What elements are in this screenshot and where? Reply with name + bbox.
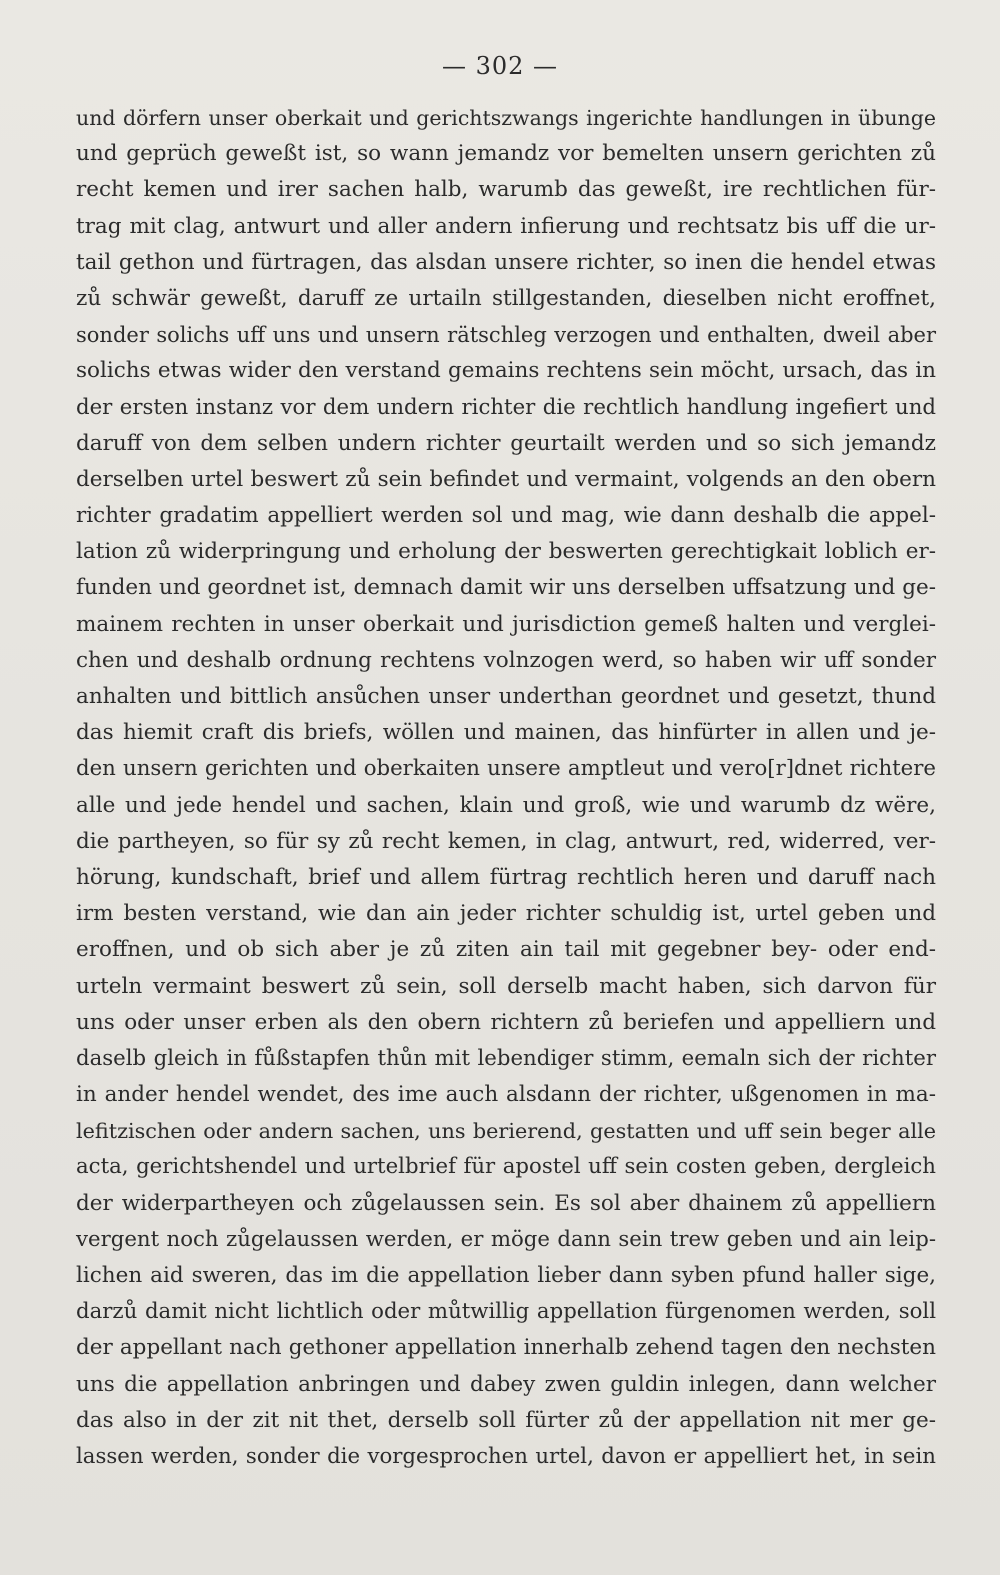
- text-line: daselb gleich in fůßstapfen thůn mit lebendiger stimm, eemaln sich der richter: [76, 1045, 936, 1071]
- text-line: zů schwär geweßt, daruff ze urtailn stillgestanden, dieselben nicht eroffnet,: [76, 285, 936, 311]
- text-line: lefitzischen oder andern sachen, uns berierend, gestatten und uff sein beger alle: [76, 1119, 936, 1144]
- text-line: lation zů widerpringung und erholung der beswerten gerechtigkait loblich er-: [76, 539, 936, 565]
- text-line: hörung, kundschaft, brief und allem fürtrag rechtlich heren und daruff nach: [76, 864, 936, 890]
- text-line: funden und geordnet ist, demnach damit wir uns derselben uffsatzung und ge-: [76, 575, 936, 601]
- text-line: irm besten verstand, wie dan ain jeder richter schuldig ist, urtel geben und: [76, 901, 936, 927]
- text-line: lassen werden, sonder die vorgesprochen urtel, davon er appelliert het, in sein: [76, 1443, 936, 1469]
- text-line: daruff von dem selben undern richter geurtailt werden und so sich jemandz: [76, 430, 936, 456]
- text-line: chen und deshalb ordnung rechtens volnzogen werd, so haben wir uff sonder: [76, 647, 936, 673]
- text-line: und geprüch geweßt ist, so wann jemandz vor bemelten unsern gerichten zů: [76, 141, 936, 167]
- text-line: der widerpartheyen och zůgelaussen sein. Es sol aber dhainem zů appelliern: [76, 1190, 936, 1216]
- text-line: die partheyen, so für sy zů recht kemen, in clag, antwurt, red, widerred, ver-: [76, 828, 936, 854]
- text-line: das hiemit craft dis briefs, wöllen und mainen, das hinfürter in allen und je-: [76, 720, 936, 746]
- text-line: darzů damit nicht lichtlich oder můtwillig appellation fürgenomen werden, soll: [76, 1299, 936, 1325]
- text-line: mainem rechten in unser oberkait und jurisdiction gemeß halten und verglei-: [76, 611, 936, 637]
- text-line: richter gradatim appelliert werden sol und mag, wie dann deshalb die appel-: [76, 503, 936, 529]
- text-line: das also in der zit nit thet, derselb soll fürter zů der appellation nit mer ge-: [76, 1407, 936, 1433]
- text-line: uns die appellation anbringen und dabey zwen guldin inlegen, dann welcher: [76, 1371, 936, 1397]
- text-line: urteln vermaint beswert zů sein, soll derselb macht haben, sich darvon für: [76, 973, 936, 999]
- text-line: lichen aid sweren, das im die appellation lieber dann syben pfund haller sige,: [76, 1263, 936, 1288]
- text-line: vergent noch zůgelaussen werden, er möge dann sein trew geben und ain leip-: [76, 1226, 936, 1252]
- text-line: solichs etwas wider den verstand gemains rechtens sein möcht, ursach, das in: [76, 358, 936, 384]
- text-line: eroffnen, und ob sich aber je zů ziten ain tail mit gegebner bey- oder end-: [76, 937, 936, 963]
- text-line: der ersten instanz vor dem undern richter die rechtlich handlung ingefiert und: [76, 394, 936, 420]
- text-line: acta, gerichtshendel und urtelbrief für apostel uff sein costen geben, dergleich: [76, 1154, 936, 1180]
- text-line: alle und jede hendel und sachen, klain und groß, wie und warumb dz wëre,: [76, 792, 936, 818]
- text-line: der appellant nach gethoner appellation innerhalb zehend tagen den nechsten: [76, 1335, 936, 1361]
- text-line: uns oder unser erben als den obern richtern zů beriefen und appelliern und: [76, 1009, 936, 1035]
- text-line: den unsern gerichten und oberkaiten unsere amptleut und vero[r]dnet richtere: [76, 756, 936, 782]
- text-line: in ander hendel wendet, des ime auch alsdann der richter, ußgenomen in ma-: [76, 1082, 936, 1108]
- text-line: anhalten und bittlich ansůchen unser underthan geordnet und gesetzt, thund: [76, 684, 936, 709]
- page-number: — 302 —: [441, 52, 559, 80]
- text-line: recht kemen und irer sachen halb, warumb das geweßt, ire rechtlichen für-: [76, 177, 936, 203]
- text-line: trag mit clag, antwurt und aller andern infierung und rechtsatz bis uff die ur-: [76, 213, 936, 239]
- body-text: [76, 100, 936, 1475]
- text-line: tail gethon und fürtragen, das alsdan unsere richter, so inen die hendel etwas: [76, 249, 936, 275]
- text-line: und dörfern unser oberkait und gerichtszwangs ingerichte handlungen in übunge: [76, 106, 936, 130]
- text-line: sonder solichs uff uns und unsern rätschleg verzogen und enthalten, dweil aber: [76, 323, 936, 348]
- text-line: derselben urtel beswert zů sein befindet und vermaint, volgends an den obern: [76, 466, 936, 492]
